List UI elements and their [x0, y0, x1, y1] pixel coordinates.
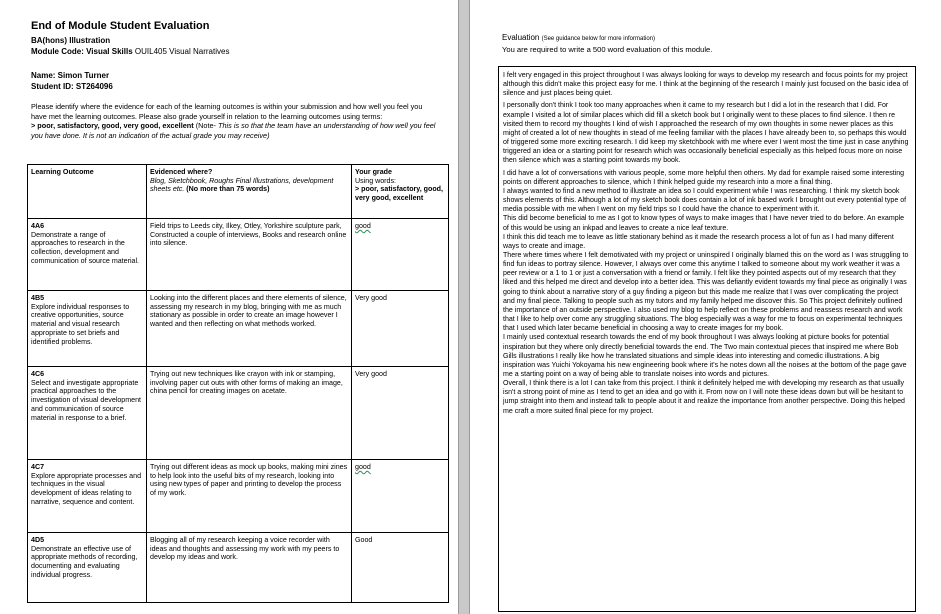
outcome-code: 4D5: [31, 536, 45, 544]
grade-text: good: [355, 463, 371, 471]
word-requirement: You are required to write a 500 word evaluation of this module.: [502, 45, 713, 54]
course-name: BA(hons) Illustration: [31, 36, 111, 45]
evaluation-paragraph: This did become beneficial to me as I got to know types of ways to make images that I have never tried to do before. An example of this would be using an inkpad and leaves to create a nice leaf texture.: [503, 215, 905, 232]
outcome-cell: [28, 460, 147, 533]
header-your-grade: Your grade Using words: > poor, satisfactory, good, very good, excellent: [352, 165, 449, 219]
evaluation-paragraph: Overall, I think there is a lot I can take from this project. I think it definitely helped me with developing my research as that usually isn't a strong point of mine as I tend to get an idea and go with it. From now on I will note these ideas down but will be hesitant to jump straight into them and instead talk to people about it and realize the importance from another perspective. Doing this helped me craft a more suited final piece for my project.: [503, 380, 905, 415]
evaluation-paragraph: I did have a lot of conversations with various people, some more helpful then others. My dad for example raised some interesting points on different approaches to silence, which I think helped guide my research into a more a final thing.: [503, 169, 905, 186]
grade-text: Good: [355, 536, 373, 544]
table-row: [28, 367, 449, 460]
grade-text: Very good: [355, 294, 387, 302]
evaluation-paragraph: There where times where I felt demotivated with my project or uninspired I originally blamed this on the word as I was struggling to find fun ideas to portray silence. However, I always over come this anytime I talked to someone about my work weather it was a peer review or a 1 to 1 or just a conversation with a friend or family. I felt like they pointed aspects out of my research that they liked and this helped me direct and develop into a better idea. This was defiantly evident towards my final piece as originally I was going to think about a narrative story of a guy finding a pigeon but this made me realize that I was over complicating the project and my final piece. Talking to people such as my tutors and my family helped me discover this. So This project definitely outlined the importance of an outside perspective. I also used my blog to help reflect on these problems and reassess research and work that I like to help over come any struggling situations. The blog especially was a way for me to focus on experimental techniques that I used which later became beneficial in choosing a way to create images for my book.: [503, 251, 909, 333]
grade-cell: [352, 291, 449, 367]
evaluation-paragraph: I mainly used contextual research towards the end of my book throughout I was always looking at picture books for potential inspiration but they where only directly beneficial towards the end. The Two main contextual pieces that inspired me where Bob Gills illustrations I really like how he translated situations and simple ideas into interesting and comedic illustrations. A big inspiration was Yuichi Yokoyama his new engineering book where it's he notes down all the noises at the bottom of the page gave me a starting point on a way of being able to translate noises into words and pictures.: [503, 334, 907, 378]
right-page: [470, 0, 941, 614]
evaluation-paragraph: I always wanted to find a new method to illustrate an idea so I could experiment while I was researching. I think my sketch book shows elements of this. Although a lot of my sketch book does contain a lot of ink based work I brought out every potential type of media possible with me when I went on my field trips so I could have the chance to experiment with it.: [503, 187, 907, 214]
evaluation-paragraph: I felt very engaged in this project throughout I was always looking for ways to develop my research and focus points for my project although this didn't make this project easy for me. I think at the beginning of the research I mainly just focused on the basic idea of silence and just places being quiet.: [503, 72, 909, 98]
evidence-text: Blogging all of my research keeping a voice recorder with ideas and thoughts and assessing my work with my peers to develop my ideas and work.: [150, 536, 340, 562]
evaluation-title: Evaluation: [502, 33, 540, 42]
outcome-text: Select and investigate appropriate practical approaches to the investigation of visual development and communication of source material in response to a brief.: [31, 378, 142, 422]
instructions-note: This is so that the team have an understanding of how well you feel you have done. It is not an indication of the actual grade you may receive): [31, 121, 436, 140]
evidence-cell: [147, 460, 352, 533]
evidence-text: Looking into the different places and there elements of silence, assessing my research in my blog, bringing with me as much stationary as possible in order to create an image however I wanted and then reflecting on what methods worked.: [150, 294, 347, 329]
table-row: [28, 533, 449, 603]
grade-cell: [352, 367, 449, 460]
grade-text: good: [355, 222, 371, 230]
header-learning-outcome: Learning Outcome: [28, 165, 147, 219]
table-row: [28, 219, 449, 291]
evaluation-text-box[interactable]: [498, 66, 916, 612]
evidence-hint: Blog, Sketchbook, Roughs Final Illustrations, development sheets etc.: [150, 176, 334, 194]
table-row: [28, 291, 449, 367]
table-header-row: [28, 165, 449, 219]
grade-text: Very good: [355, 370, 387, 378]
outcome-code: 4C6: [31, 370, 45, 378]
module-code: [31, 47, 229, 56]
evidence-text: Trying out different ideas as mock up books, making mini zines to help look into the useful bits of my research, looking into using new types of paper and printing to develop the process of my work.: [150, 463, 348, 498]
evaluation-paragraph: I personally don't think I took too many approaches when it came to my research but I did a lot in the research that I did. For example I visited a lot of similar places which did fill a sketch book but I originally went to these places to find silence. I then re visited them to record my thoughts I kind of wish I approached the research of my own thoughts in some newer places as this might of created a lot of new thoughts in stead of me feeling familiar with the places I have already been to, so perhaps this would of triggered some more exciting research. I did keep my sketchbook with me where ever I went most the time just in case anything triggered an idea or a starting point for research which was occasionally beneficial especially as this helped focus more on noise then silence which was a starting point towards my book.: [503, 102, 909, 165]
student-name: Name: Simon Turner: [31, 71, 110, 80]
header-evidenced-where: Evidenced where? Blog, Sketchbook, Roughs Final Illustrations, development sheets etc. (No more than 75 words): [147, 165, 352, 219]
evidence-cell: [147, 533, 352, 603]
grade-options: > poor, satisfactory, good, very good, excellent: [355, 185, 443, 203]
outcome-cell: [28, 219, 147, 291]
outcome-code: 4A6: [31, 222, 45, 230]
learning-outcomes-table: [27, 164, 449, 603]
table-row: [28, 460, 449, 533]
document-title: End of Module Student Evaluation: [31, 20, 210, 32]
outcome-code: 4C7: [31, 463, 45, 471]
outcome-text: Explore appropriate processes and techniques in the visual development of ideas relating to narrative, sequence and content.: [31, 471, 142, 506]
evidence-cell: [147, 219, 352, 291]
outcome-text: Demonstrate a range of approaches to research in the collection, development and communication of source material.: [31, 230, 140, 265]
note-lead: (Note-: [195, 121, 219, 131]
outcome-cell: [28, 291, 147, 367]
evaluation-guidance-note: (See guidance below for more information): [541, 36, 655, 42]
grade-cell: [352, 533, 449, 603]
evidence-text: Trying out new techniques like crayon with ink or stamping, involving paper cut outs with other forms of making an image, china pencil for creating images on acetate.: [150, 370, 343, 396]
evidence-cell: [147, 367, 352, 460]
grade-hint: Using words:: [355, 176, 397, 185]
outcome-code: 4B5: [31, 294, 45, 302]
module-code-label: Module Code: Visual Skills: [31, 47, 133, 56]
evidence-text: Field trips to Leeds city, Ilkey, Otley, Yorkshire sculpture park, Constructed a couple of interviews, Books and research online into silence.: [150, 222, 347, 248]
module-code-value: OUIL405 Visual Narratives: [134, 47, 230, 56]
evaluation-paragraph: I think this did teach me to leave as little stationary behind as it made the research process a lot of fun as I had many different ways to create and image.: [503, 233, 894, 250]
word-limit: (No more than 75 words): [186, 185, 270, 194]
grade-terms: > poor, satisfactory, good, very good, excellent: [31, 121, 194, 131]
outcome-cell: [28, 533, 147, 603]
left-page: [0, 0, 458, 614]
instructions-text: Please identify where the evidence for each of the learning outcomes is within your submission and how well you feel you have met the learning outcomes. Please also grade yourself in relation to the learning outcomes using terms:: [31, 102, 423, 121]
outcome-text: Demonstrate an effective use of appropriate methods of recording, documenting and evaluating individual progress.: [31, 544, 138, 579]
student-id: Student ID: ST264096: [31, 82, 113, 91]
instructions: [31, 102, 436, 140]
outcome-text: Explore individual responses to creative opportunities, source material and visual research appropriate to set briefs and identified problems.: [31, 302, 130, 346]
grade-cell: [352, 460, 449, 533]
outcome-cell: [28, 367, 147, 460]
grade-cell: [352, 219, 449, 291]
evaluation-heading: [502, 33, 655, 42]
page-gutter: [458, 0, 470, 614]
evidence-cell: [147, 291, 352, 367]
